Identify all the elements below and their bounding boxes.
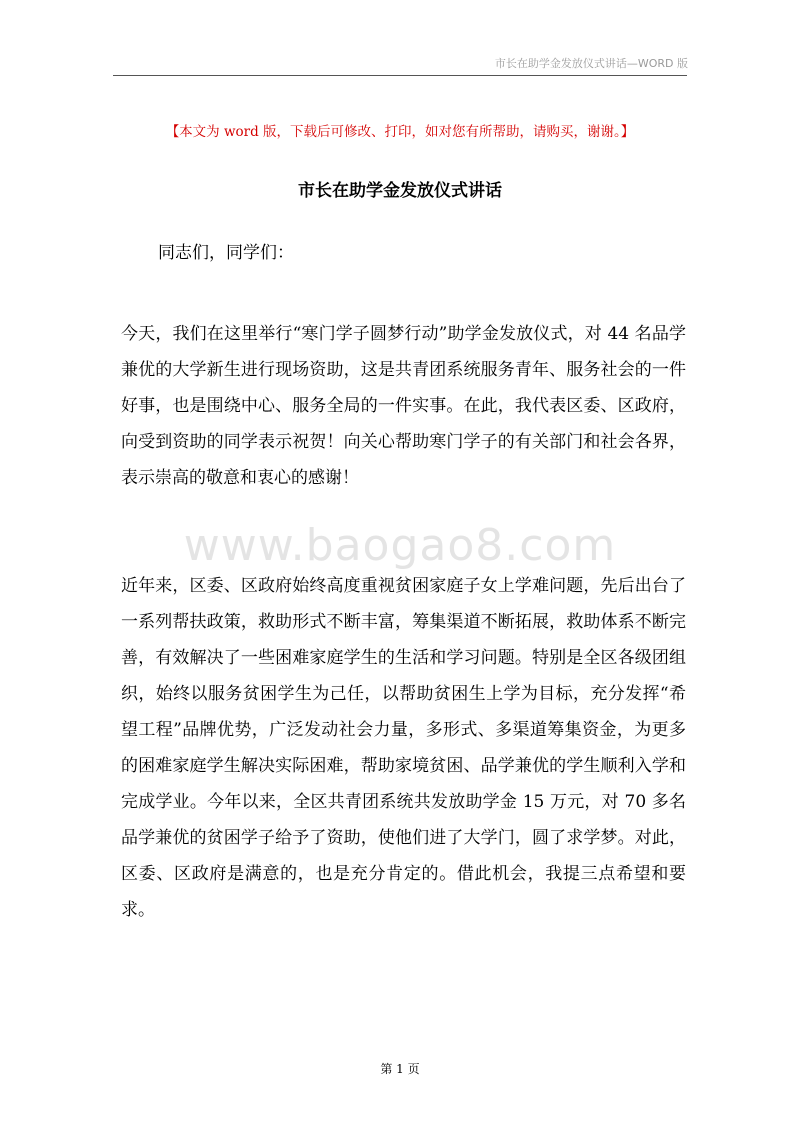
page-header-title: 市长在助学金发放仪式讲话—WORD 版 — [494, 57, 688, 70]
document-title: 市长在助学金发放仪式讲话 — [298, 181, 502, 201]
download-notice: 【本文为 word 版，下载后可修改、打印，如对您有所帮助，请购买，谢谢。】 — [165, 124, 635, 140]
paragraph-2: 近年来，区委、区政府始终高度重视贫困家庭子女上学难问题，先后出台了一系列帮扶政策，救助形式不断丰富，筹集渠道不断拓展，救助体系不断完善，有效解决了一些困难家庭学生的生活和学习问题。特别是全区各级团组织，始终以服务贫困学生为己任，以帮助贫困生上学为目标，充分发挥“希望工程”品牌优势，广泛发动社会力量，多形式、多渠道筹集资金，为更多的困难家庭学生解决实际困难，帮助家境贫困、品学兼优的学生顺利入学和完成学业。今年以来，全区共青团系统共发放助学金 15 万元，对 70 多名品学兼优的贫困学子给予了资助，使他们进了大学门，圆了求学梦。对此，区委、区政府是满意的，也是充分肯定的。借此机会，我提三点希望和要求。 — [121, 576, 686, 920]
watermark: www.baogao8.com — [183, 520, 617, 571]
paragraph-1: 今天，我们在这里举行“寒门学子圆梦行动”助学金发放仪式，对 44 名品学兼优的大学新生进行现场资助，这是共青团系统服务青年、服务社会的一件好事，也是围绕中心、服务全局的一件实事。在此，我代表区委、区政府，向受到资助的同学表示祝贺！向关心帮助寒门学子的有关部门和社会各界，表示崇高的敬意和衷心的感谢！ — [121, 324, 686, 488]
greeting: 同志们，同学们： — [158, 243, 294, 263]
page-number: 第 1 页 — [380, 1062, 420, 1076]
header-divider — [113, 75, 687, 76]
